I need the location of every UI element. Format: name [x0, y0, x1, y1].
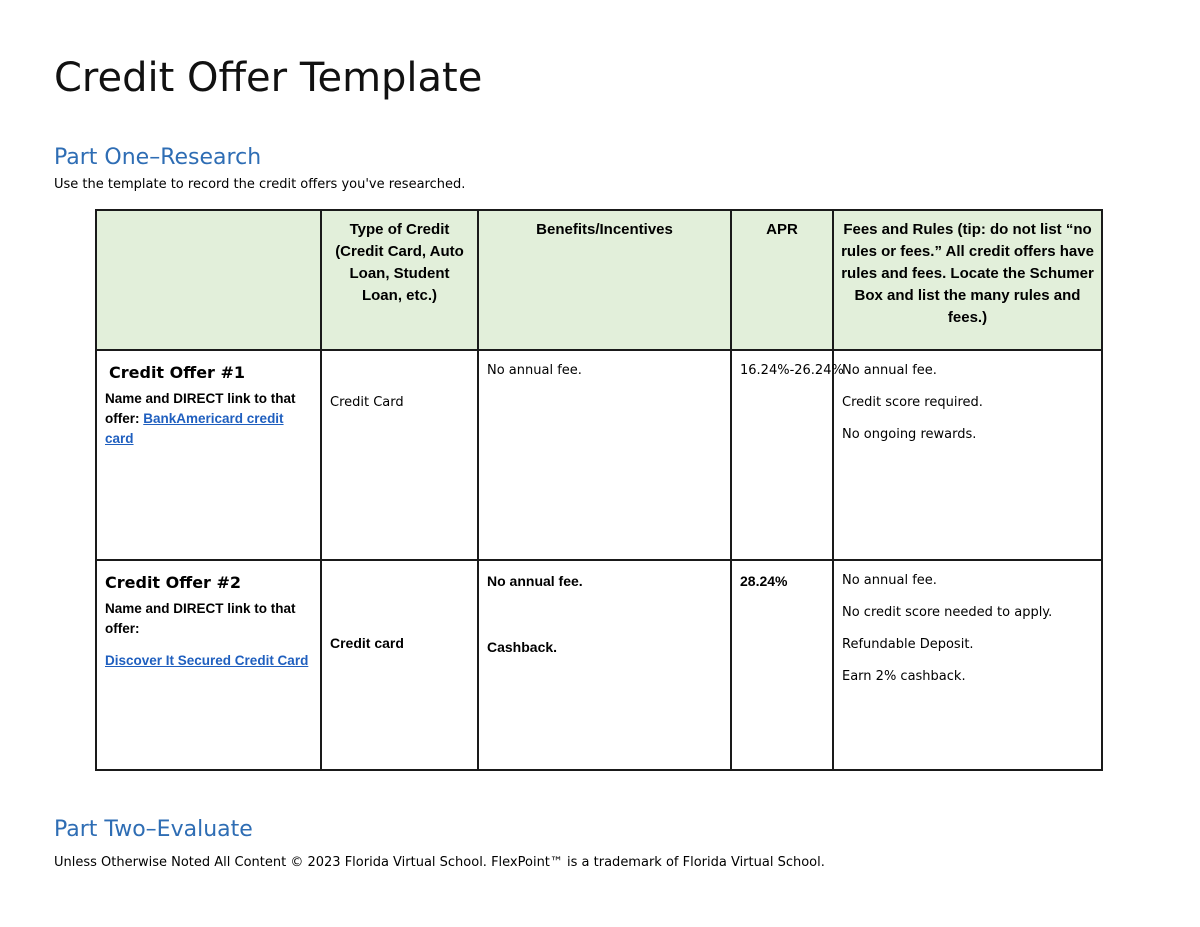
offer-2-apr: 28.24% — [740, 573, 788, 589]
part-two-heading: Part Two–Evaluate — [54, 817, 253, 842]
offer-1-name-cell — [96, 350, 321, 560]
header-fees-rules: Fees and Rules (tip: do not list “no rules or fees.” All credit offers have rules and fees. Locate the Schumer Box and list the many rules and fees.) — [833, 210, 1102, 350]
offer-2-name-label: Name and DIRECT link to that offer: — [105, 601, 296, 636]
copyright-footer: Unless Otherwise Noted All Content © 2023 Florida Virtual School. FlexPoint™ is a trademark of Florida Virtual School. — [54, 855, 825, 870]
offer-2-name-cell — [96, 560, 321, 770]
header-benefits: Benefits/Incentives — [478, 210, 731, 350]
offer-2-apr-cell — [731, 560, 833, 770]
offer-1-benefits-cell — [478, 350, 731, 560]
offer-2-fee-item: Earn 2% cashback. — [842, 669, 966, 684]
offer-1-type: Credit Card — [330, 395, 404, 410]
offer-1-title: Credit Offer #1 — [109, 363, 246, 382]
offer-1-name-label: Name and DIRECT link to that offer: — [105, 391, 296, 426]
offer-2-link[interactable]: Discover It Secured Credit Card — [105, 653, 309, 668]
offer-2-benefit: No annual fee. — [487, 573, 583, 589]
offer-1-apr-cell — [731, 350, 844, 560]
offer-2-fees-cell — [833, 560, 1102, 770]
offer-2-title: Credit Offer #2 — [105, 573, 242, 592]
header-apr: APR — [731, 210, 833, 350]
offer-1-link[interactable]: BankAmericard credit card — [105, 411, 284, 446]
table-row-offer-2 — [96, 560, 1102, 770]
page-title: Credit Offer Template — [54, 55, 483, 101]
part-one-heading: Part One–Research — [54, 145, 262, 170]
offer-2-fee-item: No credit score needed to apply. — [842, 605, 1053, 620]
offer-2-benefit: Cashback. — [487, 639, 558, 655]
offer-1-apr: 16.24%-26.24% — [740, 363, 844, 378]
table-header-row — [96, 210, 1102, 350]
offer-1-fee-item: Credit score required. — [842, 395, 983, 410]
header-empty — [96, 210, 321, 350]
offer-1-fees-cell — [833, 350, 1102, 560]
offer-2-fee-item: No annual fee. — [842, 573, 937, 588]
credit-offer-table — [95, 209, 1103, 771]
offer-1-fee-item: No annual fee. — [842, 363, 937, 378]
offer-2-benefits-cell — [478, 560, 731, 770]
header-type-of-credit: Type of Credit (Credit Card, Auto Loan, Student Loan, etc.) — [321, 210, 478, 350]
offer-1-benefit: No annual fee. — [487, 363, 582, 378]
table-row-offer-1 — [96, 350, 1102, 560]
offer-1-fee-item: No ongoing rewards. — [842, 427, 977, 442]
offer-2-fee-item: Refundable Deposit. — [842, 637, 974, 652]
offer-1-name — [97, 383, 320, 449]
part-one-intro: Use the template to record the credit offers you've researched. — [54, 177, 466, 192]
offer-2-type: Credit card — [330, 635, 404, 651]
offer-1-type-cell — [321, 350, 478, 560]
offer-2-type-cell — [321, 560, 478, 770]
